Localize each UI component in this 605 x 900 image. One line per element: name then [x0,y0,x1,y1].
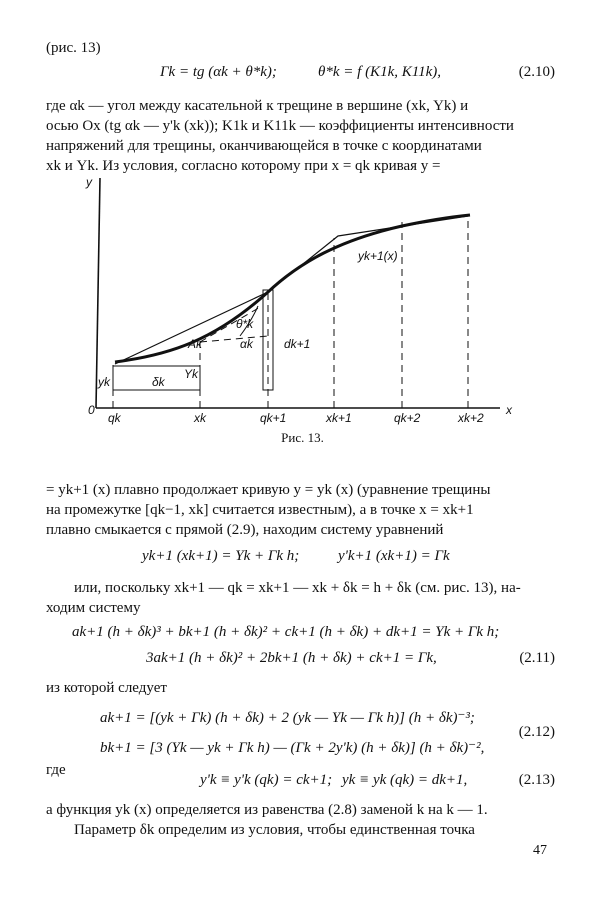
y-axis-label: y [86,175,92,189]
equation-number-2-13: (2.13) [518,772,555,788]
figure-13-diagram [0,160,605,430]
yk-label: yk [98,375,110,389]
paragraph-line: = yk+1 (x) плавно продолжает кривую y = yk (x) (уравнение трещины [46,482,491,498]
tick-label: qk [108,411,121,425]
equation-number-2-12: (2.12) [518,724,555,740]
paragraph-line: ходим систему [46,600,141,616]
curve-label: yk+1(x) [358,249,398,263]
equation-number-2-10: (2.10) [518,64,555,80]
paragraph-line: осью Ox (tg αk — y'k (xk)); K1k и K11k — коэффициенты интенсивности [46,118,514,134]
paragraph-line: плавно смыкается с прямой (2.9), находим систему уравнений [46,522,444,538]
paragraph-line: на промежутке [qk−1, xk] считается известным), а в точке x = xk+1 [46,502,474,518]
equation-2-11-b: 3ak+1 (h + δk)² + 2bk+1 (h + δk) + ck+1 = Γk, [146,650,437,666]
paragraph-line: напряжений для трещины, оканчивающейся в точке с координатами [46,138,482,154]
equation-2-13-right: yk ≡ yk (qk) = dk+1, [342,772,468,788]
tick-label: xk [194,411,206,425]
theta-label: θ*k [236,317,254,331]
page-number: 47 [533,843,547,858]
paragraph-line: или, поскольку xk+1 — qk = xk+1 — xk + δk = h + δk (см. рис. 13), на- [74,580,521,596]
equation-2-10-right: θ*k = f (K1k, K11k), [318,64,442,80]
delta-label: δk [152,375,165,389]
equation-2-11-a: ak+1 (h + δk)³ + bk+1 (h + δk)² + ck+1 (h + δk) + dk+1 = Yk + Γk h; [72,624,500,640]
tick-label: xk+2 [458,411,484,425]
paragraph-line: где αk — угол между касательной к трещине в вершине (xk, Yk) и [46,98,469,114]
equation-2-12-a: ak+1 = [(yk + Γk) (h + δk) + 2 (yk — Yk — Γk h)] (h + δk)⁻³; [100,710,475,726]
d-label: dk+1 [284,337,311,351]
paragraph-line: из которой следует [46,680,167,696]
x-axis-label: x [506,403,512,417]
origin-label: 0 [88,403,95,417]
paragraph-line: Параметр δk определим из условия, чтобы единственная точка [74,822,475,838]
tick-label: xk+1 [326,411,352,425]
where-label: где [46,762,66,778]
figure-reference: (рис. 13) [46,40,101,56]
equation-2-10-left: Γk = tg (αk + θ*k); [160,64,277,80]
paragraph-line: а функция yk (x) определяется из равенства (2.8) заменой k на k — 1. [46,802,488,818]
system-equation-left: yk+1 (xk+1) = Yk + Γk h; [142,548,300,564]
equation-2-13-left: y'k ≡ y'k (qk) = ck+1; [200,772,333,788]
alpha-label: αk [240,337,253,351]
Yk-label: Yk [184,367,199,381]
paragraph-line: xk и Yk. Из условия, согласно которому при x = qk кривая y = [46,158,441,174]
dashed-guides [113,215,468,408]
tick-label: qk+1 [260,411,287,425]
point-label: Ak [188,337,203,351]
equation-2-12-b: bk+1 = [3 (Yk — yk + Γk h) — (Γk + 2y'k) (h + δk)] (h + δk)⁻², [100,740,485,756]
y-axis-line [96,178,100,408]
system-equation-right: y'k+1 (xk+1) = Γk [338,548,450,564]
tick-label: qk+2 [394,411,421,425]
equation-number-2-11: (2.11) [519,650,555,666]
figure-caption: Рис. 13. [281,430,324,445]
